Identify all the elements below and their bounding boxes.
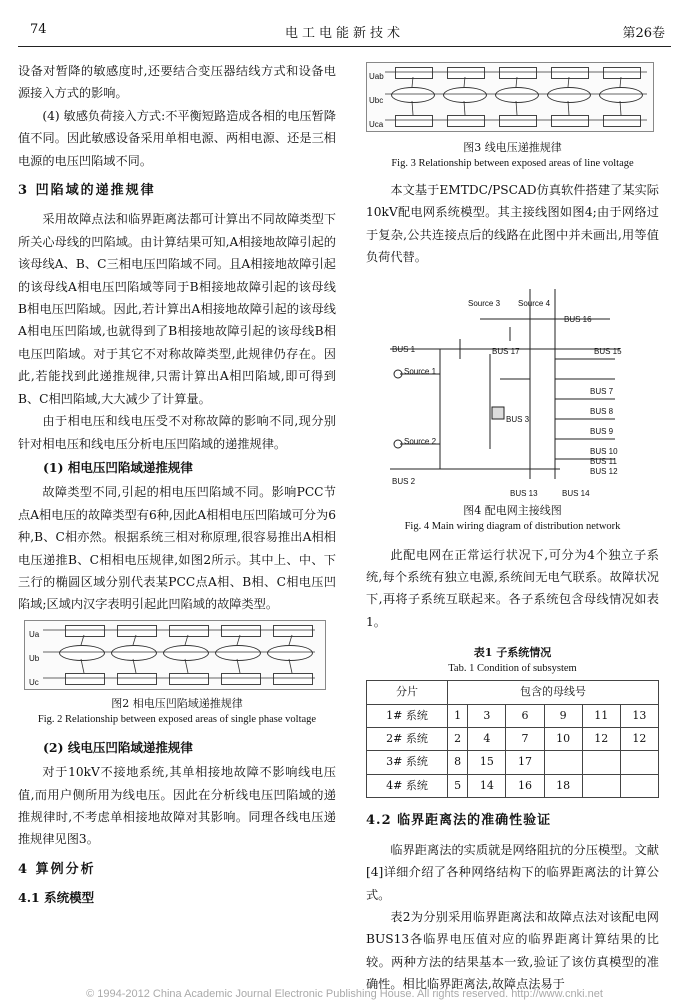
- table-cell: 8: [448, 751, 468, 774]
- section-heading: 4.2 临界距离法的准确性验证: [366, 813, 552, 829]
- paragraph: 对于10kV不接地系统,其单相接地故障不影响线电压值,而用户侧所用为线电压。因此在分析线电压凹陷域的递推规律时,不考虑单相接地故障对其影响。同理各线电压递推规律见图3。: [18, 765, 336, 847]
- volume-label: 第26卷: [622, 26, 665, 41]
- section-heading: 4 算例分析: [18, 861, 96, 877]
- table-cell: 18: [544, 774, 582, 797]
- diagram-label: Source 3: [468, 298, 501, 308]
- row-label: Uca: [369, 120, 384, 129]
- row-label: Ua: [29, 629, 40, 639]
- table-cell: 5: [448, 774, 468, 797]
- figure-2: [24, 620, 326, 690]
- page-number: 74: [30, 22, 47, 37]
- diagram-label: BUS 16: [564, 314, 592, 324]
- table-cell: 10: [544, 728, 582, 751]
- table-cell: [620, 774, 658, 797]
- subsection-heading: (2) 线电压凹陷域递推规律: [43, 739, 193, 755]
- table-cell: 12: [620, 728, 658, 751]
- diagram-label: BUS 10: [590, 446, 618, 456]
- table-cell: 1: [448, 704, 468, 727]
- table-cell: 16: [506, 774, 544, 797]
- diagram-label: BUS 9: [590, 426, 614, 436]
- figure-caption: 图4 配电网主接线图: [463, 503, 562, 517]
- table-cell: 14: [468, 774, 506, 797]
- table-header-row: [367, 681, 659, 704]
- table-cell: 9: [544, 704, 582, 727]
- table-cell: 15: [468, 751, 506, 774]
- subsystem-table: [366, 680, 659, 798]
- table-cell: [582, 751, 620, 774]
- table-title-en: Tab. 1 Condition of subsystem: [448, 663, 577, 675]
- table-cell: [544, 751, 582, 774]
- header-rule: [18, 46, 671, 47]
- paragraph: (4) 敏感负荷接入方式:不平衡短路造成各相的电压暂降值不同。因此敏感设备采用单相电源、两相电源、还是三相电源的电压凹陷域不同。: [18, 108, 336, 168]
- diagram-label: BUS 7: [590, 386, 614, 396]
- table-row: [367, 704, 659, 727]
- table-cell: [620, 751, 658, 774]
- table-cell: 11: [582, 704, 620, 727]
- row-label: Uab: [369, 72, 384, 81]
- table-cell: 3: [468, 704, 506, 727]
- section-heading: 3 凹陷域的递推规律: [18, 183, 156, 199]
- diagram-label: BUS 14: [562, 488, 590, 498]
- table-cell: 12: [582, 728, 620, 751]
- figure-caption: 图2 相电压凹陷域递推规律: [111, 696, 243, 710]
- paragraph: 此配电网在正常运行状况下,可分为4个独立子系统,每个系统有独立电源,系统间无电气联系。故障状况下,再将子系统互联起来。各子系统包含母线情况如表1。: [366, 547, 659, 629]
- figure-4: [380, 279, 636, 499]
- right-column: [366, 58, 659, 996]
- paragraph: 表2为分别采用临界距离法和故障点法对该配电网BUS13各临界电压值对应的临界距离计算结果的比较。两种方法的结果基本一致,验证了该仿真模型的准确性。相比临界距离法,故障点法易于: [366, 909, 659, 992]
- copyright-footer: © 1994-2012 China Academic Journal Electronic Publishing House. All rights reserved. http://www.cnki.net: [86, 988, 603, 1000]
- table-cell: 3# 系统: [367, 751, 448, 774]
- table-cell: 17: [506, 751, 544, 774]
- figure-caption: 图3 线电压递推规律: [463, 141, 562, 154]
- table-cell: 7: [506, 728, 544, 751]
- paragraph: 由于相电压和线电压受不对称故障的影响不同,现分别针对相电压和线电压分析电压凹陷域的递推规律。: [18, 414, 336, 451]
- table-cell: 13: [620, 704, 658, 727]
- table-title: 表1 子系统情况: [473, 646, 552, 660]
- table-cell: 4: [468, 728, 506, 751]
- table-cell: 2# 系统: [367, 728, 448, 751]
- page-header: [18, 22, 671, 44]
- row-label: Ubc: [369, 96, 384, 105]
- table-cell: 4# 系统: [367, 774, 448, 797]
- figure-3: [366, 62, 654, 132]
- diagram-arrows: [25, 621, 325, 689]
- table-cell: [582, 774, 620, 797]
- diagram-label: BUS 1: [392, 344, 416, 354]
- paragraph: 故障类型不同,引起的相电压凹陷域不同。影响PCC节点A相电压的故障类型有6种,因此A相相电压凹陷域可分为6种,B、C相亦然。根据系统三相对称原理,很容易推出A相相电压递推B、C相相电压规律,如图2所示。其中上、中、下三行的椭圆区域分别代表某PCC点A相、B相、C相电压凹陷域;区域内汉字表明引起此凹陷域的故障类型。: [18, 485, 336, 612]
- diagram-label: Source 1: [404, 366, 437, 376]
- diagram-label: BUS 17: [492, 346, 520, 356]
- journal-title: 电工电能新技术: [284, 26, 404, 41]
- diagram-label: BUS 12: [590, 466, 618, 476]
- diagram-arrows: [367, 63, 653, 131]
- table-cell: 1# 系统: [367, 704, 448, 727]
- diagram-label: BUS 11: [590, 456, 617, 466]
- figure-caption-en: Fig. 2 Relationship between exposed areas of single phase voltage: [37, 713, 317, 725]
- figure-caption-en: Fig. 4 Main wiring diagram of distribution network: [404, 520, 621, 532]
- row-label: Ub: [29, 653, 40, 663]
- table-row: [367, 774, 659, 797]
- table-header: 分片: [367, 681, 448, 704]
- table-row: [367, 751, 659, 774]
- row-label: Uc: [29, 677, 39, 687]
- figure-caption-en: Fig. 3 Relationship between exposed areas of line voltage: [391, 158, 634, 169]
- left-column: [18, 60, 336, 912]
- paragraph: 临界距离法的实质就是网络阻抗的分压模型。文献[4]详细介绍了各种网络结构下的临界距离法的计算公式。: [366, 842, 659, 902]
- table-header: 包含的母线号: [448, 681, 659, 704]
- diagram-label: BUS 8: [590, 406, 614, 416]
- table-cell: 2: [448, 728, 468, 751]
- table-row: [367, 728, 659, 751]
- subsection-heading: (1) 相电压凹陷域递推规律: [43, 459, 193, 475]
- subsection-heading: 4.1 系统模型: [18, 890, 95, 906]
- diagram-label: BUS 2: [392, 476, 416, 486]
- diagram-label: Source 4: [518, 298, 551, 308]
- paragraph: 采用故障点法和临界距离法都可计算出不同故障类型下所关心母线的凹陷域。由计算结果可知,A相接地故障引起的该母线A、B、C三相电压凹陷域不同。且A相接地故障引起的该母线A相电压凹陷域等同于B相接地故障引起的该母线B相电压凹陷域。因此,若计算出A相接地故障引起的该母线A相电压凹陷域,也就得到了B相接地故障引起的该母线B相电压凹陷域。对于其它不对称故障类型,此规律仍存在。因此,若能找到此递推规律,只需计算出A相凹陷域,即可得到B、C相凹陷域,大大减少了计算量。: [18, 212, 336, 406]
- diagram-label: BUS 13: [510, 488, 538, 498]
- diagram-label: Source 2: [404, 436, 437, 446]
- diagram-label: BUS 15: [594, 346, 622, 356]
- diagram-label: BUS 3: [506, 414, 530, 424]
- table-cell: 6: [506, 704, 544, 727]
- paragraph: 本文基于EMTDC/PSCAD仿真软件搭建了某实际10kV配电网系统模型。其主接线图如图4;由于网络过于复杂,公共连接点后的线路在此图中并未画出,用等值负荷代替。: [366, 183, 659, 265]
- paragraph: 设备对暂降的敏感度时,还要结合变压器结线方式和设备电源接入方式的影响。: [18, 64, 336, 101]
